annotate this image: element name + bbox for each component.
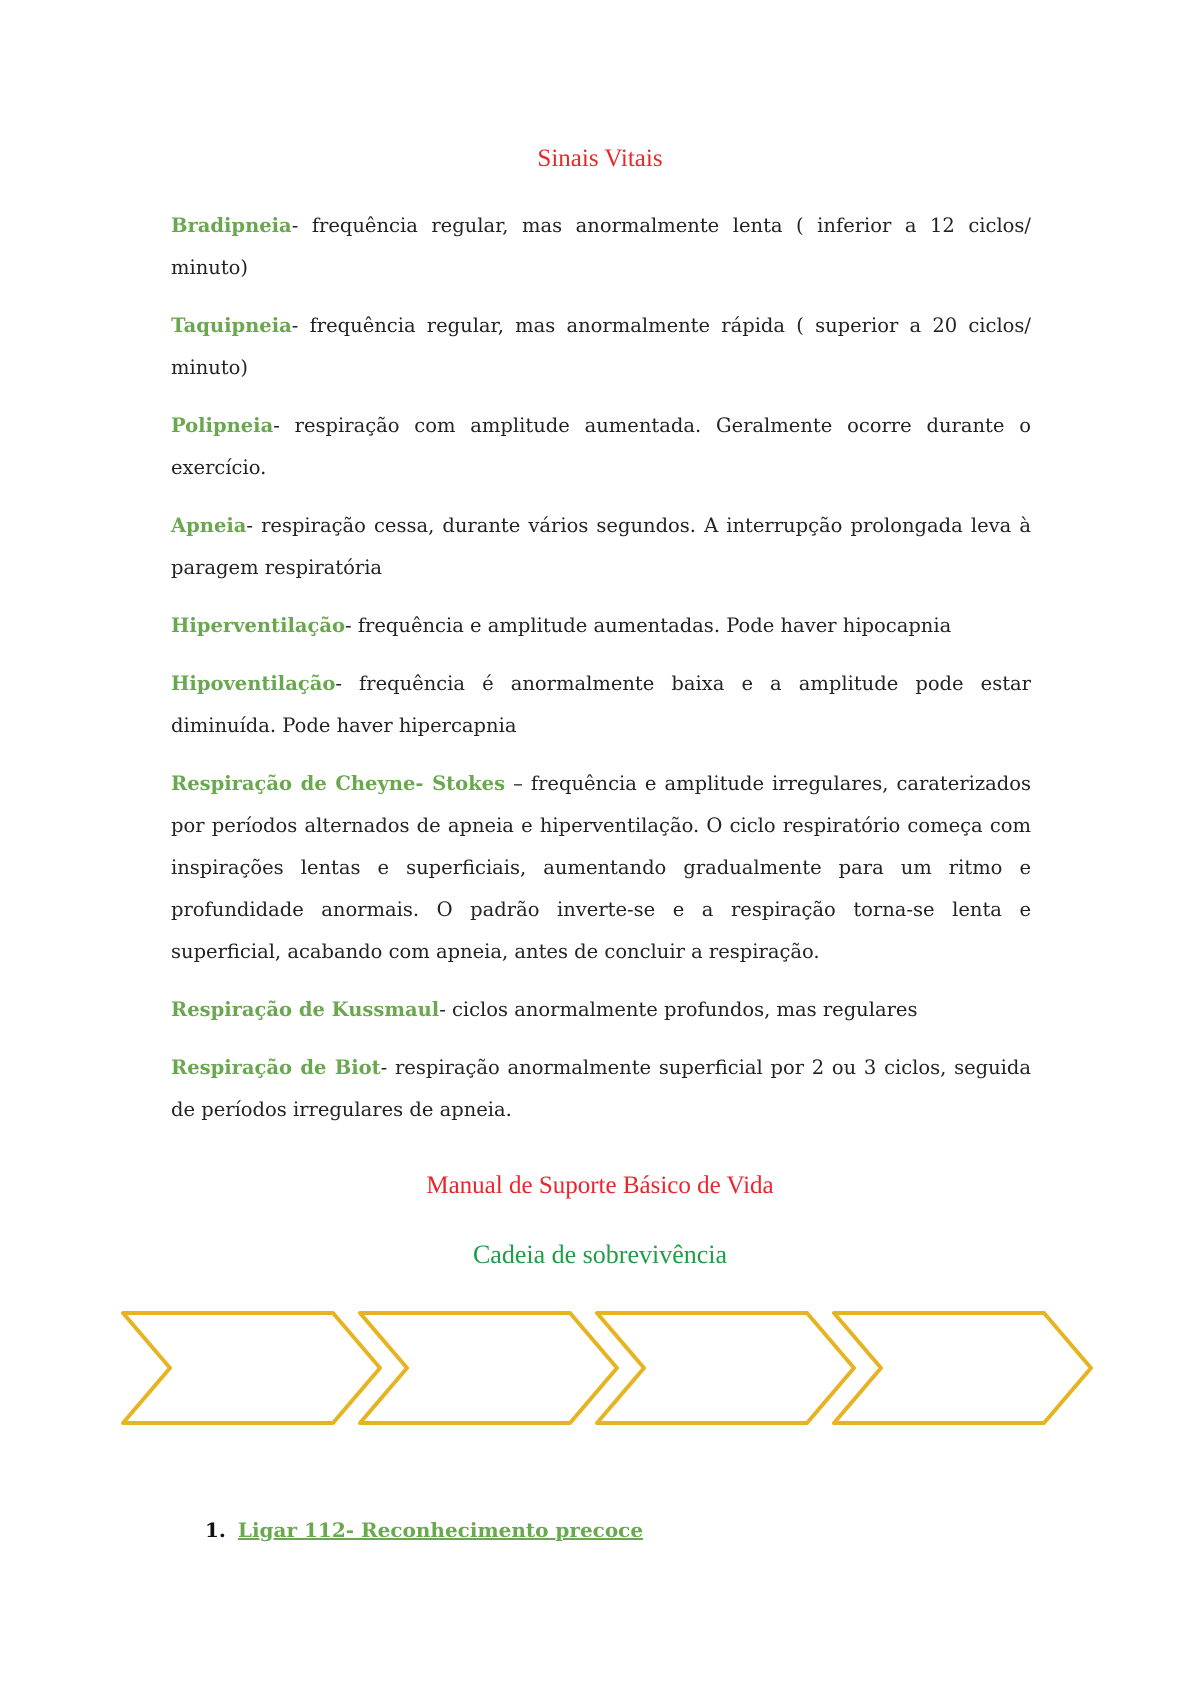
definition-text: - frequência e amplitude aumentadas. Pode haver hipocapnia [345, 614, 952, 637]
section-title-manual-sbv: Manual de Suporte Básico de Vida [426, 1172, 774, 1199]
definition-text: - frequência é anormalmente baixa e a amplitude pode estar diminuída. Pode haver hipercapnia [171, 672, 1031, 737]
definition-term: Respiração de Biot [171, 1056, 381, 1079]
list-item-link[interactable]: Ligar 112- Reconhecimento precoce [237, 1518, 644, 1542]
definition-item [171, 305, 1031, 389]
definition-term: Respiração de Cheyne- Stokes [171, 772, 506, 795]
definition-item [171, 1047, 1031, 1131]
definition-text: - frequência regular, mas anormalmente rápida ( superior a 20 ciclos/ minuto) [171, 314, 1031, 379]
definition-term: Bradipneia [171, 214, 292, 237]
definitions-list [171, 205, 1031, 1147]
definition-text: - respiração cessa, durante vários segundos. A interrupção prolongada leva à paragem respiratória [171, 514, 1031, 579]
chain-step-chevron [834, 1313, 1091, 1423]
chain-step-chevron [123, 1313, 380, 1423]
definition-term: Hiperventilação [171, 614, 346, 637]
definition-term: Respiração de Kussmaul [171, 998, 440, 1021]
list-item-number: 1. [205, 1518, 226, 1542]
list-item [205, 1515, 643, 1545]
definition-item [171, 763, 1031, 973]
definition-item [171, 605, 1031, 647]
section-title-sinais-vitais: Sinais Vitais [537, 145, 663, 172]
definition-item [171, 989, 1031, 1031]
definition-item [171, 663, 1031, 747]
numbered-list [205, 1515, 643, 1545]
definition-item [171, 405, 1031, 489]
definition-item [171, 505, 1031, 589]
definition-item [171, 205, 1031, 289]
chain-step-chevron [597, 1313, 854, 1423]
definition-term: Hipoventilação [171, 672, 336, 695]
definition-term: Taquipneia [171, 314, 292, 337]
definition-text: – frequência e amplitude irregulares, caraterizados por períodos alternados de apneia e hiperventilação. O ciclo respiratório começa com inspirações lentas e superficiais, aumentando gradualmente para um ritmo e profundidade anormais. O padrão inverte-se e a respiração torna-se lenta e superficial, acabando com apneia, antes de concluir a respiração. [171, 772, 1031, 963]
survival-chain-diagram [118, 1308, 1098, 1428]
definition-text: - respiração com amplitude aumentada. Geralmente ocorre durante o exercício. [171, 414, 1031, 479]
definition-term: Apneia [171, 514, 247, 537]
definition-text: - ciclos anormalmente profundos, mas regulares [439, 998, 918, 1021]
definition-text: - frequência regular, mas anormalmente lenta ( inferior a 12 ciclos/ minuto) [171, 214, 1031, 279]
chain-step-chevron [360, 1313, 617, 1423]
section-subtitle-cadeia: Cadeia de sobrevivência [472, 1240, 728, 1269]
definition-term: Polipneia [171, 414, 274, 437]
definition-text: - respiração anormalmente superficial por 2 ou 3 ciclos, seguida de períodos irregulares de apneia. [171, 1056, 1031, 1121]
